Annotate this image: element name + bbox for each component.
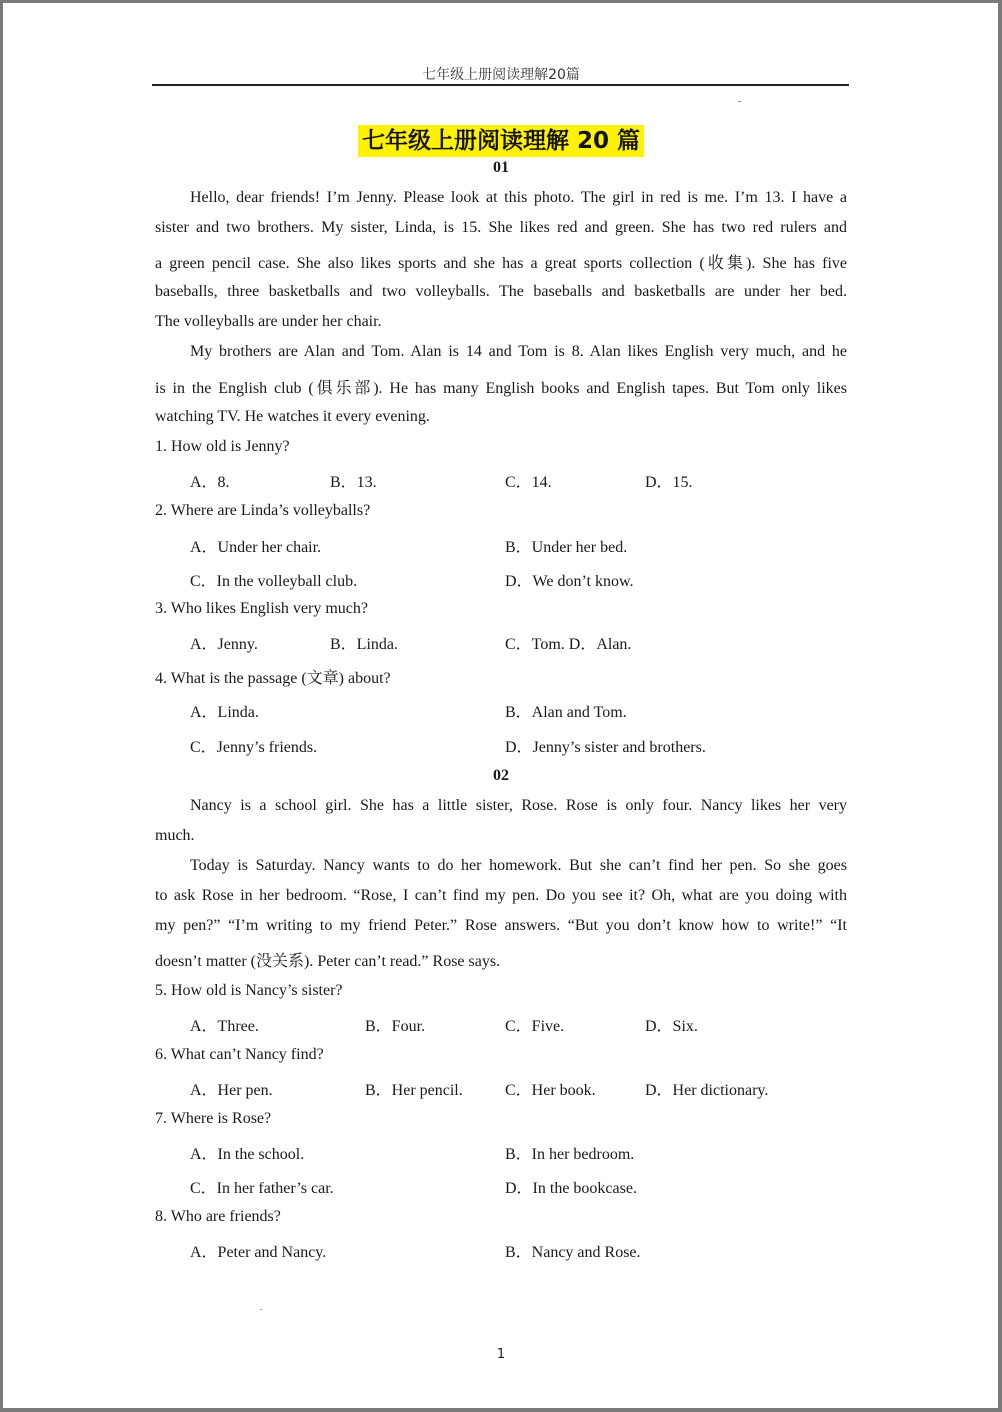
document-title [0,125,1002,157]
document-page [3,3,998,1408]
passage-line: Today is Saturday. Nancy wants to do her homework. But she can’t find her pen. So she goes [190,857,847,874]
answer-option: B．13. [330,474,377,491]
answer-option: D．In the bookcase. [505,1180,637,1197]
answer-option: A．Peter and Nancy. [190,1244,327,1261]
passage-line: to ask Rose in her bedroom. “Rose, I can’t find my pen. Do you see it? Oh, what are you doing with [155,887,847,904]
answer-option: B．Four. [365,1018,426,1035]
passage-line: sister and two brothers. My sister, Linda, is 15. She likes red and green. She has two red rulers and [155,219,847,236]
question: 8. Who are friends? [155,1208,281,1225]
passage-line: much. [155,827,195,844]
answer-option: A．In the school. [190,1146,305,1163]
answer-option: A．Linda. [190,704,259,721]
answer-option: C．In the volleyball club. [190,573,358,590]
question: 1. How old is Jenny? [155,438,290,455]
question: 7. Where is Rose? [155,1110,272,1127]
header-rule [152,84,849,86]
answer-option: B．In her bedroom. [505,1146,635,1163]
answer-option: A．Her pen. [190,1082,273,1099]
passage-line: doesn’t matter (没关系). Peter can’t read.” Rose says. [155,953,501,970]
answer-option: C．Her book. [505,1082,596,1099]
answer-option: A．Jenny. [190,636,258,653]
answer-option: A．Under her chair. [190,539,322,556]
answer-option: C．Jenny’s friends. [190,739,318,756]
question: 5. How old is Nancy’s sister? [155,982,343,999]
passage-line: is in the English club (俱乐部). He has many English books and English tapes. But Tom only likes [155,380,847,397]
answer-option: D．Her dictionary. [645,1082,769,1099]
passage-line: watching TV. He watches it every evening. [155,408,430,425]
answer-option: D．We don’t know. [505,573,634,590]
running-header: 七年级上册阅读理解20篇 [422,67,580,83]
answer-option: C．14. [505,474,552,491]
scan-speck [738,101,741,102]
passage-line: The volleyballs are under her chair. [155,313,382,330]
question: 4. What is the passage (文章) about? [155,670,391,687]
question: 2. Where are Linda’s volleyballs? [155,502,371,519]
scan-speck [260,1309,262,1310]
answer-option: B．Nancy and Rose. [505,1244,641,1261]
page-number: 1 [496,1347,506,1362]
answer-option: B．Alan and Tom. [505,704,627,721]
question: 3. Who likes English very much? [155,600,368,617]
answer-option: D．Jenny’s sister and brothers. [505,739,706,756]
passage-line: a green pencil case. She also likes sports and she has a great sports collection (收集). She has five [155,255,847,272]
answer-option: D．Six. [645,1018,698,1035]
answer-option: C．In her father’s car. [190,1180,334,1197]
question: 6. What can’t Nancy find? [155,1046,324,1063]
answer-option: B．Under her bed. [505,539,628,556]
passage-line: My brothers are Alan and Tom. Alan is 14 and Tom is 8. Alan likes English very much, and he [190,343,847,360]
section-number: 01 [493,159,509,176]
document-title-text: 七年级上册阅读理解 20 篇 [358,125,644,157]
answer-option: D．15. [645,474,693,491]
answer-option: A．8. [190,474,230,491]
answer-option: B．Her pencil. [365,1082,463,1099]
passage-line: Hello, dear friends! I’m Jenny. Please look at this photo. The girl in red is me. I’m 13. I have a [190,189,847,206]
passage-line: baseballs, three basketballs and two volleyballs. The baseballs and basketballs are under her bed. [155,283,847,300]
answer-option: A．Three. [190,1018,259,1035]
section-number: 02 [493,767,509,784]
passage-line: Nancy is a school girl. She has a little sister, Rose. Rose is only four. Nancy likes her very [190,797,847,814]
answer-option: C．Tom. D．Alan. [505,636,632,653]
answer-option: C．Five. [505,1018,565,1035]
passage-line: my pen?” “I’m writing to my friend Peter.” Rose answers. “But you don’t know how to write!” “It [155,917,847,934]
answer-option: B．Linda. [330,636,398,653]
